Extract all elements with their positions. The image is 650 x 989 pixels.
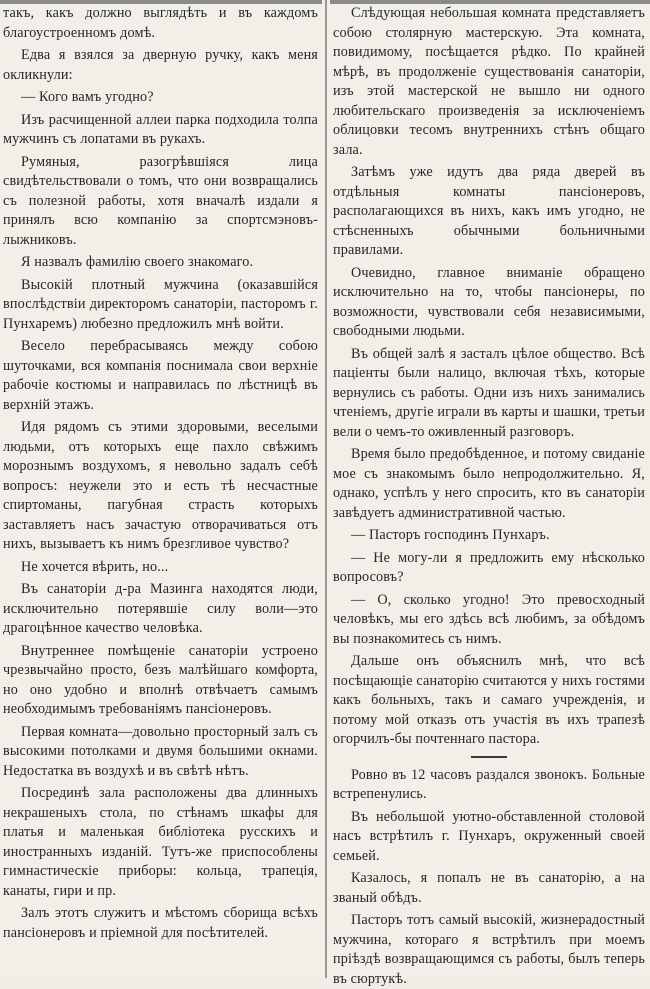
paragraph: Посрединѣ зала расположены два длинныхъ некрашеныхъ стола, по стѣнамъ шкафы для платья и маленькая библіотека русскихъ и иностранныхъ изданій. Тутъ-же приспособлены гимнастическіе приборы: кольца, трапеція, канаты, гири и пр. xyxy=(3,785,318,899)
section-divider xyxy=(471,756,507,758)
paragraph: Высокій плотный мужчина (оказавшійся впослѣдствіи директоромъ санаторіи, пасторомъ г. Пунхаремъ) любезно предложилъ мнѣ войти. xyxy=(3,276,318,332)
paragraph: — Не могу-ли я предложить ему нѣсколько вопросовъ? xyxy=(333,549,645,585)
right-column xyxy=(333,4,645,987)
paragraph: — О, сколько угодно! Это превосходный человѣкъ, мы его здѣсь всѣ любимъ, за обѣдомъ вы познакомитесь съ нимъ. xyxy=(333,591,645,647)
paragraph: Казалось, я попалъ не въ санаторію, а на званый обѣдъ. xyxy=(333,870,645,906)
paragraph: — Пасторъ господинъ Пунхаръ. xyxy=(351,527,550,543)
paragraph: Залъ этотъ служитъ и мѣстомъ сборища всѣхъ пансіонеровъ и пріемной для посѣтителей. xyxy=(3,905,318,941)
column-separator xyxy=(325,0,327,978)
paragraph: Въ санаторіи д-ра Мазинга находятся люди, исключительно потерявшіе силу воли—это драгоцѣнное качество человѣка. xyxy=(3,581,318,636)
paragraph: Дальше онъ объяснилъ мнѣ, что всѣ посѣщающіе санаторію считаются у нихъ гостями какъ больныхъ, такъ и самаго учрежденія, и потому мой отказъ отъ участія въ ихъ трапезѣ огорчилъ-бы почтеннаго пастора. xyxy=(333,653,645,747)
paragraph: Пасторъ тотъ самый высокій, жизнерадостный мужчина, котораго я встрѣтилъ при моемъ пріѣздѣ возвращающимся съ работы, былъ теперь въ сюртукѣ. xyxy=(333,912,645,987)
paragraph: — Кого вамъ угодно? xyxy=(21,89,154,105)
paragraph: Не хочется вѣрить, но... xyxy=(21,558,169,575)
paragraph: Ровно въ 12 часовъ раздался звонокъ. Больные встрепенулись. xyxy=(333,766,645,802)
paragraph: Едва я взялся за дверную ручку, какъ меня окликнули: xyxy=(3,47,318,83)
paragraph: Затѣмъ уже идутъ два ряда дверей въ отдѣльныя комнаты пансіонеровъ, располагающихся въ нихъ, какъ имъ угодно, не стѣсненныхъ обычными больничными правилами. xyxy=(333,164,645,258)
paragraph: Румяныя, разогрѣвшіяся лица свидѣтельствовали о томъ, что они возвращались съ полезной работы, хотя вначалѣ издали я принялъ всю компанію за спортсмэновъ-лыжниковъ. xyxy=(3,153,318,248)
paragraph: Весело перебрасываясь между собою шуточками, вся компанія поснимала свои верхніе рабочіе костюмы и направилась по лѣстницѣ въ верхній этажъ. xyxy=(3,338,318,413)
paragraph: Слѣдующая небольшая комната представляетъ собою столярную мастерскую. Эта комната, повидимому, посѣщается рѣдко. По крайней мѣрѣ, въ продолженіе существованія санаторіи, изъ этой мастерской не вышло ни одного любительскаго произведенія за исключеніемъ облицовки тесомъ внутреннихъ стѣнъ общаго зала. xyxy=(333,5,645,158)
paragraph: Первая комната—довольно просторный залъ съ высокими потолками и двумя большими окнами. Недостатка въ воздухѣ и въ свѣтѣ нѣтъ. xyxy=(3,723,318,779)
paragraph: Я назвалъ фамилію своего знакомаго. xyxy=(21,254,254,270)
paragraph: Въ общей залѣ я засталъ цѣлое общество. Всѣ паціенты были налицо, включая тѣхъ, которые вернулись съ работы. Одни изъ нихъ занимались чтеніемъ, другіе играли въ карты и шашки, третьи вели о чемъ-то оживленный разговоръ. xyxy=(333,345,645,440)
paragraph: Изъ расчищенной аллеи парка подходила толпа мужчинъ съ лопатами въ рукахъ. xyxy=(3,111,318,147)
paragraph: Внутреннее помѣщеніе санаторіи устроено чрезвычайно просто, безъ малѣйшаго комфорта, но оно удобно и вполнѣ отвѣчаетъ самымъ необходимымъ требованіямъ пансіонеровъ. xyxy=(3,642,318,717)
left-column xyxy=(3,4,318,974)
paragraph: такъ, какъ должно выглядѣть и въ каждомъ благоустроенномъ домѣ. xyxy=(3,5,318,41)
paragraph: Идя рядомъ съ этими здоровыми, веселыми людьми, отъ которыхъ еще пахло свѣжимъ морознымъ воздухомъ, я невольно задалъ себѣ вопросъ: неужели это и есть тѣ несчастные спиртоманы, пагубная страсть которыхъ заставляетъ насъ зачастую отворачиваться отъ нихъ, вызываетъ къ нимъ брезгливое чувство? xyxy=(3,419,318,552)
paragraph: Въ небольшой уютно-обставленной столовой насъ встрѣтилъ г. Пунхаръ, окруженный своей семьей. xyxy=(333,808,645,864)
paragraph: Время было предобѣденное, и потому свиданіе мое съ знакомымъ было непродолжительно. Я, однако, успѣлъ у него спросить, кто въ санаторіи завѣдуетъ административной частью. xyxy=(333,446,645,521)
paragraph: Очевидно, главное вниманіе обращено исключительно на то, чтобы пансіонеры, по возможности, чувствовали себя независимыми, свободными людьми. xyxy=(333,264,645,339)
